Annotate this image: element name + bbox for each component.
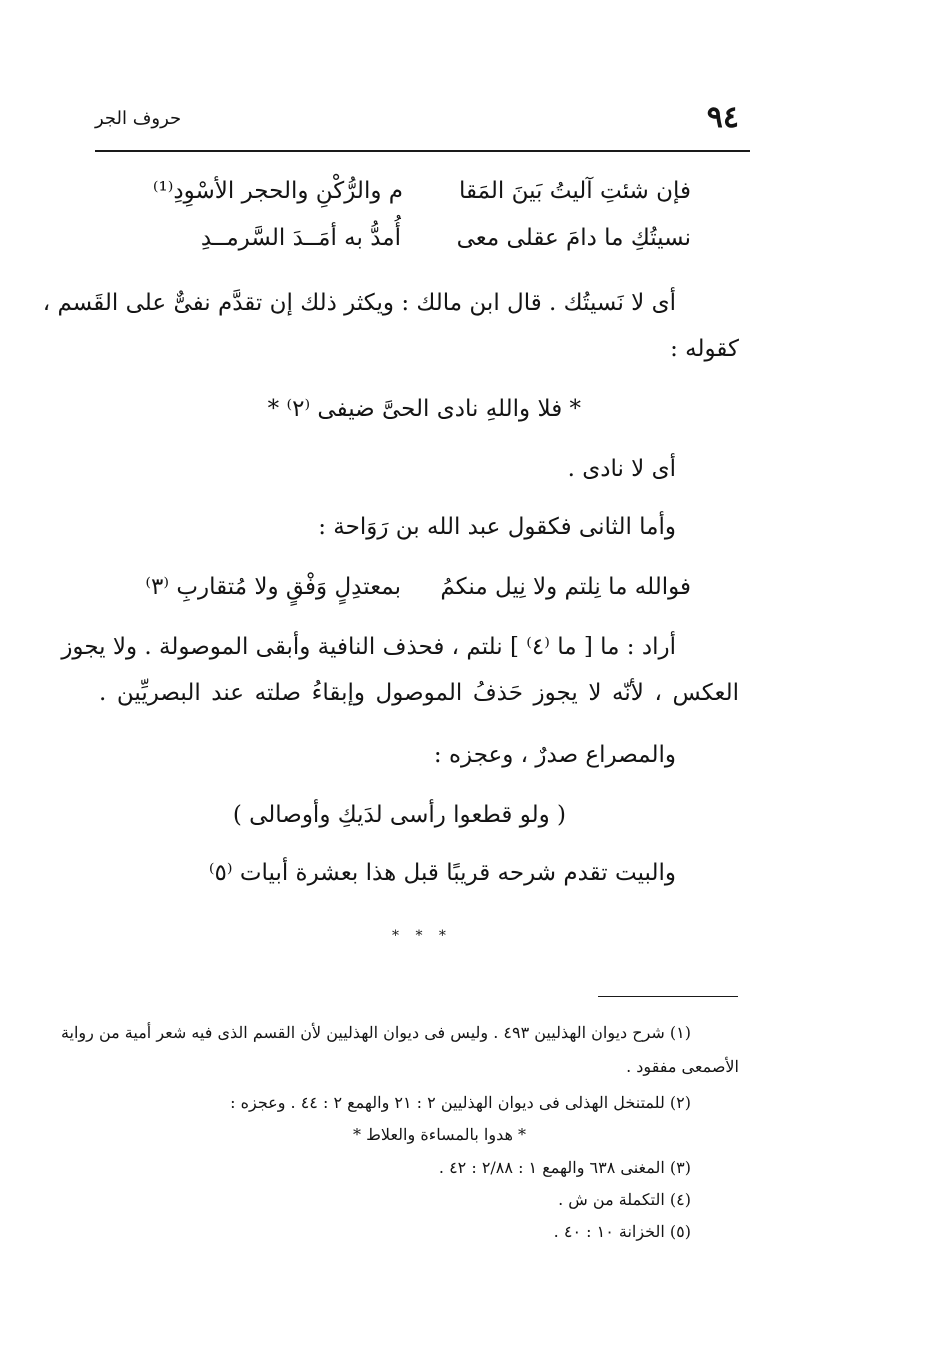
footnote-4: (٤) التكملة من ش . [558, 1190, 691, 1209]
footnote-2-line1: (٢) للمتنخل الهذلى فى ديوان الهذليين ٢ : ٢١ والهمع ٢ : ٤٤ . وعجزه : [230, 1093, 691, 1112]
verse2-first-hemistich: فوالله ما نِلتم ولا نِيل منكمُ [440, 574, 691, 600]
page-header [95, 100, 749, 144]
page-number: ٩٤ [706, 100, 739, 135]
footnote-3: (٣) المغنى ٦٣٨ والهمع ١ : ٢/٨٨ : ٤٢ . [438, 1158, 691, 1177]
poem1-line1-first-hemistich: فإن شئتِ آليتُ بَينَ المَقا [458, 178, 691, 204]
paragraph1-line1: أى لا نَسيتُك . قال ابن مالك : ويكثر ذلك إن تقدَّم نفىٌّ على القَسم ، [42, 290, 676, 316]
line-bayt: والبيت تقدم شرحه قريبًا قبل هذا بعشرة أبيات ⁽٥⁾ [208, 860, 676, 886]
poem1-line2-second-hemistich: أُمدُّ به أمَــدَ السَّرمــدِ [200, 225, 401, 251]
section-divider-stars: * * * [392, 928, 452, 944]
poem1-line1-second-hemistich: م والرُّكْنِ والحجر الأسْوِدِ⁽¹⁾ [152, 178, 403, 204]
quoted-hemistich-1: * فلا واللهِ نادى الحىَّ ضيفى ⁽٢⁾ * [267, 396, 581, 422]
paragraph2-line2: العكس ، لأنّه لا يجوز حَذفُ الموصول وإبقاءُ صلته عند البصريِّين . [99, 680, 739, 706]
footnote-1-line1: (١) شرح ديوان الهذليين ٤٩٣ . وليس فى ديوان الهذليين لأن القسم الذى فيه شعر أمية من رواية [60, 1023, 691, 1042]
line-ama-al-thani: وأما الثانى فكقول عبد الله بن رَوَاحة : [318, 514, 676, 540]
footnote-rule [598, 996, 738, 997]
quoted-hemistich-2: ( ولو قطعوا رأسى لدَيكِ وأوصالى ) [232, 802, 566, 828]
line-misra: والمصراع صدرٌ ، وعجزه : [433, 742, 676, 768]
header-rule [95, 150, 750, 152]
footnote-1-line2: الأصمعى مفقود . [626, 1057, 739, 1076]
line-la-nadi: أى لا نادى . [567, 456, 676, 482]
footnote-5: (٥) الخزانة ١٠ : ٤٠ . [553, 1222, 691, 1241]
verse2-second-hemistich: بمعتدِلٍ وَفْقٍ ولا مُتقاربِ ⁽٣⁾ [145, 574, 401, 600]
running-head: حروف الجر [95, 108, 182, 129]
paragraph1-line2: كقوله : [670, 336, 739, 362]
footnote-2-line2: * هدوا بالمساءة والعلاط * [353, 1125, 526, 1144]
paragraph2-line1: أراد : ما [ ما ⁽٤⁾ ] نلتم ، فحذف النافية وأبقى الموصولة . ولا يجوز [61, 634, 676, 660]
poem1-line2-first-hemistich: نسيتُكِ ما دامَ عقلى معى [456, 225, 691, 251]
